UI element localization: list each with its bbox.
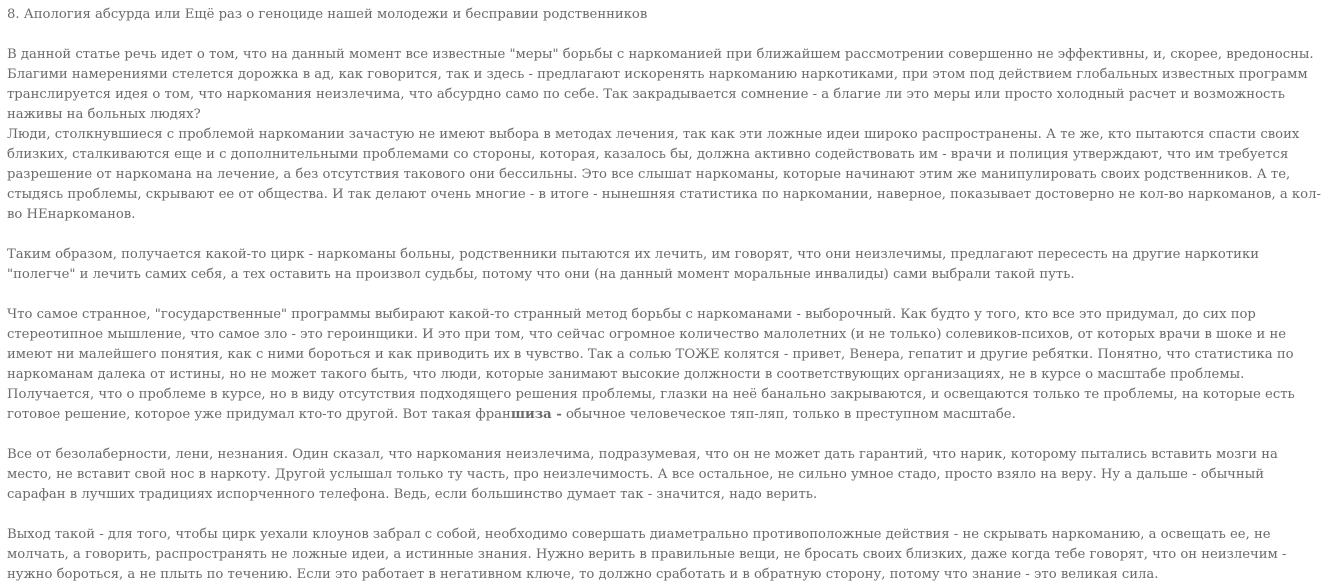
paragraph-4-end: обычное человеческое тяп-ляп, только в преступном масштабе. [561, 407, 1016, 422]
paragraph-4-bold: шиза - [510, 407, 562, 422]
paragraph-3: Таким образом, получается какой-то цирк - наркоманы больны, родственники пытаются их лечить, им говорят, что они неизлечимы, предлагают пересесть на другие наркотики "полегче" и лечить самих себя, а тех оставить на произвол судьбы, потому что они (на данный момент моральные инвалиды) сами выбрали такой путь. [7, 247, 1259, 282]
paragraph-4 [7, 305, 1325, 425]
paragraph-6: Выход такой - для того, чтобы цирк уехали клоунов забрал с собой, необходимо совершать диаметрально противоположные действия - не скрывать наркоманию, а освещать ее, не молчать, а говорить, распространять не ложные идеи, а истинные знания. Нужно верить в правильные вещи, не бросать своих близких, даже когда тебе говорят, что он неизлечим - нужно бороться, а не плыть по течению. Если это работает в негативном ключе, то должно сработать и в обратную сторону, потому что знание - это великая сила. [7, 527, 1287, 582]
paragraph-4-main: Что самое странное, "государственные" программы выбирают какой-то странный метод борьбы с наркоманами - выборочный. Как будто у того, кто все это придумал, до сих пор стереотипное мышление, что самое зло - это героинщики. И это при том, что сейчас огромное количество малолетних (и не только) солевиков-психов, от которых врачи в шоке и не имеют ни малейшего понятия, как с ними бороться и как приводить их в чувство. Так а солью ТОЖЕ колятся - привет, Венера, гепатит и другие ребятки. Понятно, что статистика по наркоманам далека от истины, но не может такого быть, что люди, которые занимают высокие должности в соответствующих организациях, не в курсе о масштабе проблемы. Получается, что о проблеме в курсе, но в виду отсутствия подходящего решения проблемы, глазки на неё банально закрываются, и освещаются только те проблемы, на которые есть готовое решение, которое уже придумал кто-то другой. Вот такая фран [7, 307, 1295, 422]
paragraph-5: Все от безолаберности, лени, незнания. Один сказал, что наркомания неизлечима, подразумевая, что он не может дать гарантий, что нарик, которому пытались вставить мозги на место, не вставит свой нос в наркоту. Другой услышал только ту часть, про неизлечимость. А все остальное, не сильно умное стадо, просто взяло на веру. Ну а дальше - обычный сарафан в лучших традициях испорченного телефона. Ведь, если большинство думает так - значится, надо верить. [7, 447, 1278, 502]
paragraph-2: Люди, столкнувшиеся с проблемой наркомании зачастую не имеют выбора в методах лечения, так как эти ложные идеи широко распространены. А те же, кто пытаются спасти своих близких, сталкиваются еще и с дополнительными проблемами со стороны, которая, казалось бы, должна активно содействовать им - врачи и полиция утверждают, что им требуется разрешение от наркомана на лечение, а без отсутствия такового они бессильны. Это все слышат наркоманы, которые начинают этим же манипулировать своих родственников. А те, стыдясь проблемы, скрывают ее от общества. И так делают очень многие - в итоге - нынешняя статистика по наркомании, наверное, показывает достоверно не кол-во наркоманов, а кол-во НЕнаркоманов. [7, 127, 1321, 222]
paragraph-1: В данной статье речь идет о том, что на данный момент все известные "меры" борьбы с наркоманией при ближайшем рассмотрении совершенно не эффективны, и, скорее, вредоносны. Благими намерениями стелется дорожка в ад, как говорится, так и здесь - предлагают искоренять наркоманию наркотиками, при этом под действием глобальных известных программ транслируется идея о том, что наркомания неизлечима, что абсурдно само по себе. Так закрадывается сомнение - а благие ли это меры или просто холодный расчет и возможность наживы на больных людях? [7, 47, 1314, 122]
article-title: 8. Апология абсурда или Ещё раз о геноциде нашей молодежи и бесправии родственников [7, 7, 648, 22]
